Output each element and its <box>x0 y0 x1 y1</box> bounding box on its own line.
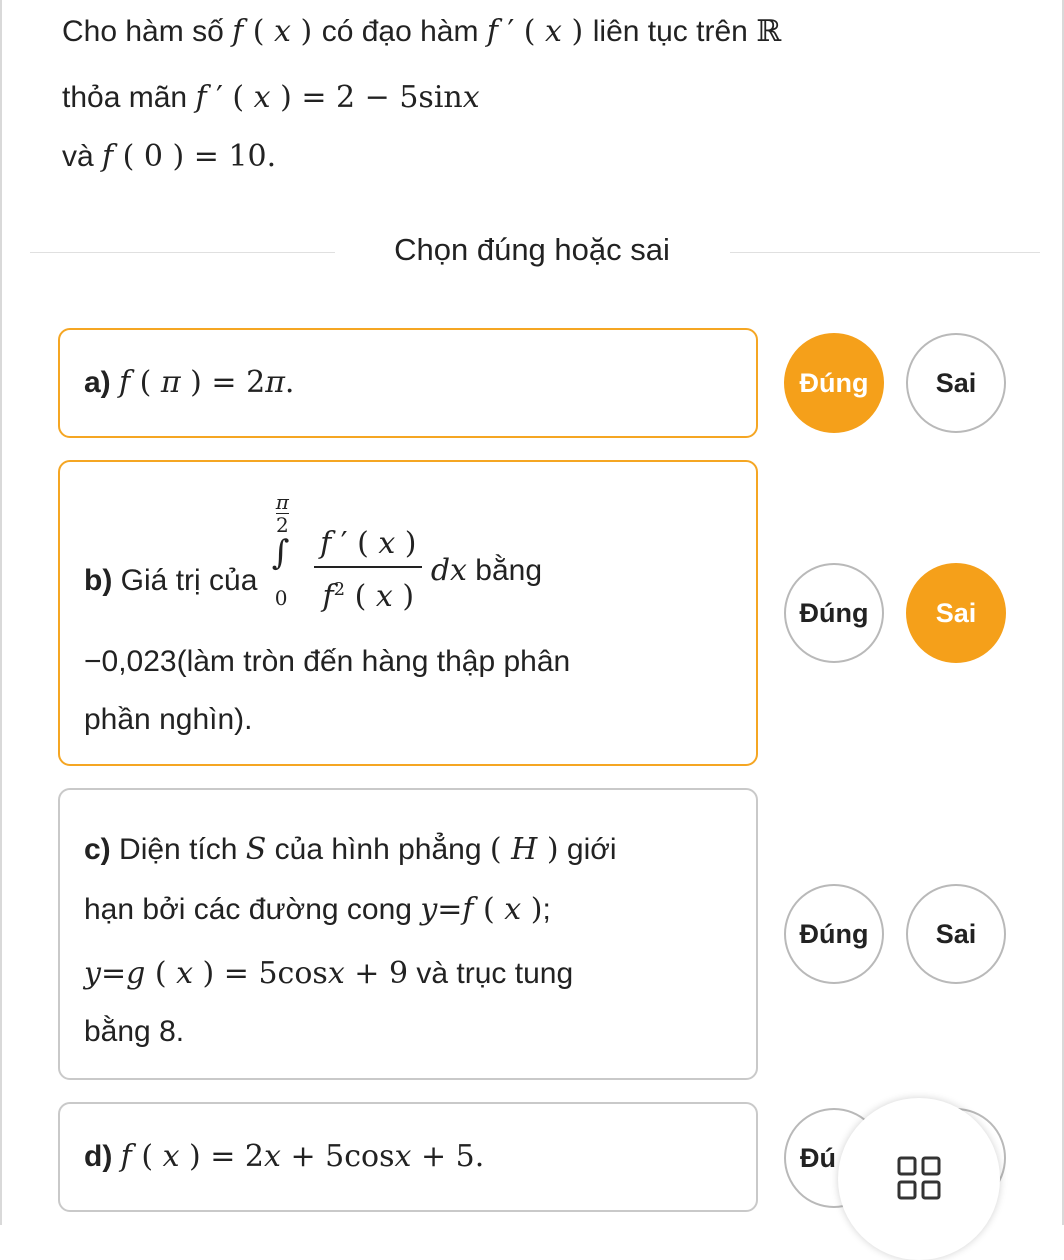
statement-c-card <box>58 788 758 1080</box>
grid-menu-button[interactable] <box>838 1098 1000 1260</box>
statement-c-line-4: bằng 8. <box>84 1015 185 1048</box>
statement-d-card <box>58 1102 758 1212</box>
statement-d-true-button[interactable]: Đú <box>784 1108 884 1208</box>
statement-c-false-button[interactable]: Sai <box>906 884 1006 984</box>
grid-icon <box>897 1156 941 1200</box>
statement-a-false-button[interactable]: Sai <box>906 333 1006 433</box>
statement-a-text: a) f ( π ) = 2π. <box>84 365 295 400</box>
statement-c-line-1: c) Diện tích S của hình phẳng ( H ) giới <box>84 832 617 867</box>
statement-b-line-2: −0,023(làm tròn đến hàng thập phân <box>84 645 571 678</box>
statement-b-card <box>58 460 758 766</box>
section-title: Chọn đúng hoặc sai <box>0 228 1064 272</box>
problem-line-1: Cho hàm số f ( x ) có đạo hàm f ′ ( x ) liên tục trên ℝ <box>62 14 782 49</box>
problem-line-2: thỏa mãn f ′ ( x ) = 2 − 5sinx <box>62 80 480 115</box>
statement-a-card <box>58 328 758 438</box>
problem-line-3: và f ( 0 ) = 10. <box>62 139 277 174</box>
statement-a-true-button[interactable]: Đúng <box>784 333 884 433</box>
left-edge <box>0 0 2 1225</box>
statement-d-text: d) f ( x ) = 2x + 5cosx + 5. <box>84 1139 485 1174</box>
statement-b-line-3: phần nghìn). <box>84 703 253 736</box>
statement-b-false-button[interactable]: Sai <box>906 563 1006 663</box>
statement-c-true-button[interactable]: Đúng <box>784 884 884 984</box>
statement-b-true-button[interactable]: Đúng <box>784 563 884 663</box>
statement-c-line-2: hạn bởi các đường cong y=f ( x ); <box>84 892 551 927</box>
real-numbers-symbol: ℝ <box>756 14 782 49</box>
statement-b-line-1: b) Giá trị của π 2 ∫ 0 $\frac{f ' ( x )}{f^2 ( x )}$ dx bằng <box>84 489 543 614</box>
integral-symbol: π 2 ∫ 0 <box>271 489 290 610</box>
statement-c-line-3: y=g ( x ) = 5cosx + 9 và trục tung <box>84 956 574 991</box>
